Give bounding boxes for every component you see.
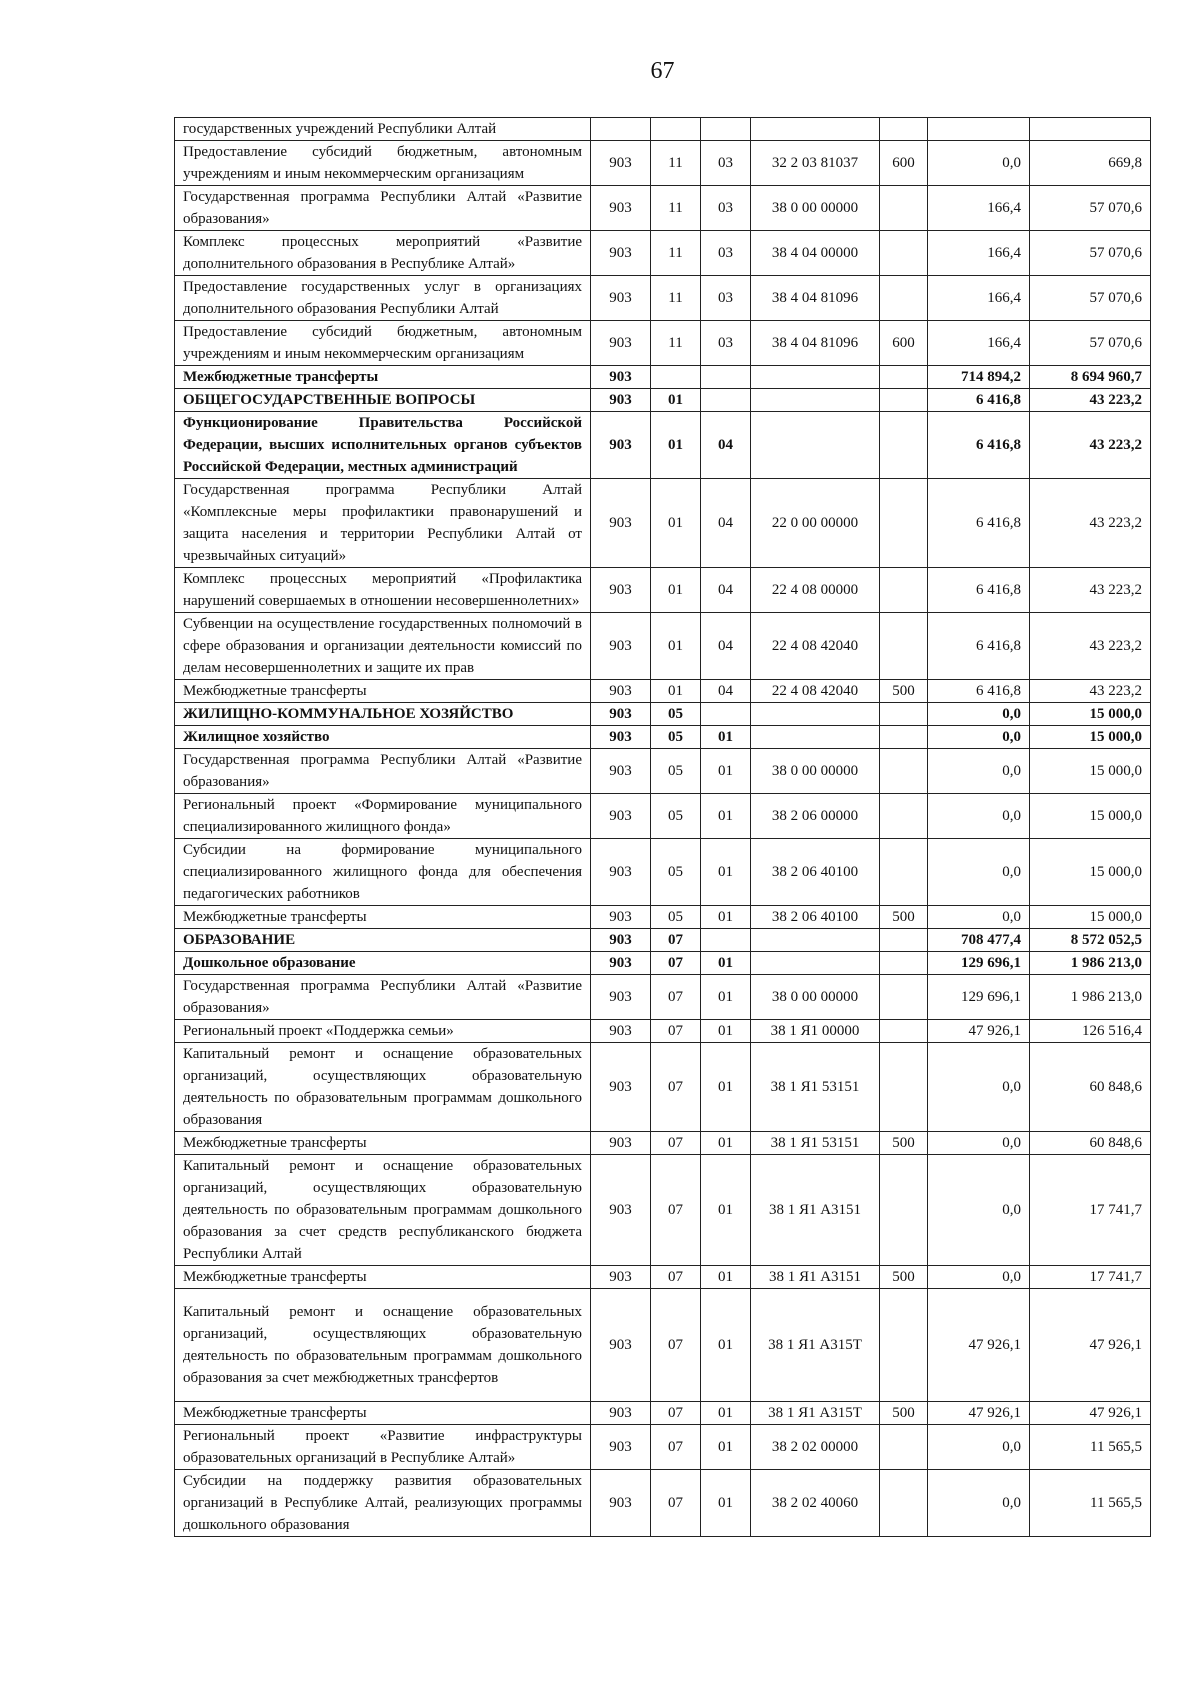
table-row [175, 1470, 1151, 1537]
section-code-cell: 07 [651, 1289, 701, 1402]
subsection-code-cell: 01 [701, 1425, 751, 1470]
amount-2-cell: 57 070,6 [1030, 276, 1151, 321]
amount-1-cell: 129 696,1 [928, 952, 1030, 975]
subsection-code-cell: 01 [701, 1402, 751, 1425]
subsection-code-cell: 01 [701, 839, 751, 906]
section-code-cell: 07 [651, 1043, 701, 1132]
section-code-cell: 11 [651, 186, 701, 231]
row-name-cell: Субвенции на осуществление государственных полномочий в сфере образования и организации деятельности комиссий по делам несовершеннолетних и защите их прав [175, 613, 591, 680]
section-code-cell: 11 [651, 231, 701, 276]
row-name-cell: ОБРАЗОВАНИЕ [175, 929, 591, 952]
amount-1-cell: 47 926,1 [928, 1402, 1030, 1425]
table-row [175, 186, 1151, 231]
expense-type-cell [880, 794, 928, 839]
row-name-cell: Предоставление государственных услуг в организациях дополнительного образования Республики Алтай [175, 276, 591, 321]
grbs-code-cell: 903 [591, 703, 651, 726]
section-code-cell: 07 [651, 1020, 701, 1043]
amount-2-cell: 126 516,4 [1030, 1020, 1151, 1043]
amount-2-cell: 43 223,2 [1030, 680, 1151, 703]
row-name-cell: Региональный проект «Поддержка семьи» [175, 1020, 591, 1043]
amount-2-cell: 17 741,7 [1030, 1155, 1151, 1266]
row-name-cell: Функционирование Правительства Российской Федерации, высших исполнительных органов субъектов Российской Федерации, местных администраций [175, 412, 591, 479]
expense-type-cell [880, 1043, 928, 1132]
amount-1-cell: 0,0 [928, 703, 1030, 726]
section-code-cell: 07 [651, 975, 701, 1020]
target-article-cell [751, 118, 880, 141]
amount-1-cell: 47 926,1 [928, 1020, 1030, 1043]
amount-2-cell: 57 070,6 [1030, 321, 1151, 366]
grbs-code-cell: 903 [591, 186, 651, 231]
row-name-cell: Государственная программа Республики Алтай «Развитие образования» [175, 749, 591, 794]
amount-2-cell: 43 223,2 [1030, 568, 1151, 613]
target-article-cell [751, 952, 880, 975]
table-row [175, 321, 1151, 366]
amount-1-cell: 0,0 [928, 141, 1030, 186]
section-code-cell: 11 [651, 276, 701, 321]
target-article-cell: 38 1 Я1 53151 [751, 1043, 880, 1132]
expense-type-cell [880, 613, 928, 680]
grbs-code-cell: 903 [591, 366, 651, 389]
row-name-cell: Межбюджетные трансферты [175, 1402, 591, 1425]
table-row [175, 1266, 1151, 1289]
expense-type-cell [880, 389, 928, 412]
expense-type-cell [880, 975, 928, 1020]
row-name-cell: Межбюджетные трансферты [175, 1132, 591, 1155]
section-code-cell: 01 [651, 568, 701, 613]
grbs-code-cell: 903 [591, 1402, 651, 1425]
subsection-code-cell [701, 703, 751, 726]
grbs-code-cell: 903 [591, 1425, 651, 1470]
amount-2-cell: 15 000,0 [1030, 749, 1151, 794]
table-row [175, 412, 1151, 479]
expense-type-cell [880, 929, 928, 952]
expense-type-cell: 600 [880, 141, 928, 186]
grbs-code-cell: 903 [591, 1470, 651, 1537]
target-article-cell: 38 1 Я1 53151 [751, 1132, 880, 1155]
target-article-cell [751, 703, 880, 726]
subsection-code-cell: 01 [701, 1155, 751, 1266]
section-code-cell: 05 [651, 703, 701, 726]
row-name-cell: Государственная программа Республики Алтай «Развитие образования» [175, 975, 591, 1020]
table-row [175, 118, 1151, 141]
grbs-code-cell: 903 [591, 839, 651, 906]
subsection-code-cell: 01 [701, 1020, 751, 1043]
amount-1-cell: 129 696,1 [928, 975, 1030, 1020]
target-article-cell: 38 0 00 00000 [751, 186, 880, 231]
section-code-cell: 05 [651, 749, 701, 794]
target-article-cell: 38 1 Я1 00000 [751, 1020, 880, 1043]
page-number: 67 [650, 58, 675, 84]
amount-1-cell: 47 926,1 [928, 1289, 1030, 1402]
grbs-code-cell: 903 [591, 680, 651, 703]
grbs-code-cell: 903 [591, 975, 651, 1020]
target-article-cell: 38 4 04 81096 [751, 276, 880, 321]
amount-2-cell: 47 926,1 [1030, 1402, 1151, 1425]
target-article-cell: 22 0 00 00000 [751, 479, 880, 568]
subsection-code-cell: 03 [701, 231, 751, 276]
table-row [175, 568, 1151, 613]
row-name-cell: Капитальный ремонт и оснащение образовательных организаций, осуществляющих образовательную деятельность по образовательным программам дошкольного образования за счет межбюджетных трансфертов [175, 1289, 591, 1402]
subsection-code-cell: 01 [701, 749, 751, 794]
row-name-cell: Субсидии на формирование муниципального специализированного жилищного фонда для обеспечения педагогических работников [175, 839, 591, 906]
amount-1-cell: 6 416,8 [928, 412, 1030, 479]
table-row [175, 389, 1151, 412]
row-name-cell: Государственная программа Республики Алтай «Развитие образования» [175, 186, 591, 231]
grbs-code-cell: 903 [591, 1266, 651, 1289]
table-row [175, 141, 1151, 186]
target-article-cell [751, 412, 880, 479]
section-code-cell: 01 [651, 613, 701, 680]
row-name-cell: Комплекс процессных мероприятий «Развитие дополнительного образования в Республике Алтай» [175, 231, 591, 276]
section-code-cell: 07 [651, 1402, 701, 1425]
table-row [175, 726, 1151, 749]
subsection-code-cell: 04 [701, 680, 751, 703]
target-article-cell: 38 1 Я1 А315Т [751, 1402, 880, 1425]
amount-2-cell [1030, 118, 1151, 141]
table-row [175, 1043, 1151, 1132]
table-row [175, 1402, 1151, 1425]
section-code-cell: 07 [651, 1470, 701, 1537]
section-code-cell: 01 [651, 680, 701, 703]
section-code-cell: 11 [651, 141, 701, 186]
subsection-code-cell: 01 [701, 1132, 751, 1155]
table-row [175, 479, 1151, 568]
subsection-code-cell [701, 389, 751, 412]
expense-type-cell: 600 [880, 321, 928, 366]
amount-2-cell: 57 070,6 [1030, 186, 1151, 231]
row-name-cell: Региональный проект «Развитие инфраструктуры образовательных организаций в Республике Алтай» [175, 1425, 591, 1470]
grbs-code-cell: 903 [591, 1132, 651, 1155]
table-row [175, 231, 1151, 276]
amount-2-cell: 60 848,6 [1030, 1043, 1151, 1132]
row-name-cell: Предоставление субсидий бюджетным, автономным учреждениям и иным некоммерческим организациям [175, 141, 591, 186]
grbs-code-cell: 903 [591, 613, 651, 680]
table-row [175, 749, 1151, 794]
grbs-code-cell: 903 [591, 726, 651, 749]
expense-type-cell: 500 [880, 680, 928, 703]
grbs-code-cell: 903 [591, 1020, 651, 1043]
row-name-cell: Предоставление субсидий бюджетным, автономным учреждениям и иным некоммерческим организациям [175, 321, 591, 366]
row-name-cell: ЖИЛИЩНО-КОММУНАЛЬНОЕ ХОЗЯЙСТВО [175, 703, 591, 726]
table-row [175, 276, 1151, 321]
row-name-cell: Государственная программа Республики Алтай «Комплексные меры профилактики правонарушений и защита населения и территории Республики Алтай от чрезвычайных ситуаций» [175, 479, 591, 568]
subsection-code-cell: 04 [701, 568, 751, 613]
table-row [175, 1020, 1151, 1043]
expense-type-cell [880, 568, 928, 613]
row-name-cell: Дошкольное образование [175, 952, 591, 975]
grbs-code-cell: 903 [591, 321, 651, 366]
amount-2-cell: 43 223,2 [1030, 412, 1151, 479]
grbs-code-cell: 903 [591, 568, 651, 613]
target-article-cell [751, 726, 880, 749]
section-code-cell [651, 366, 701, 389]
amount-2-cell: 15 000,0 [1030, 726, 1151, 749]
table-row [175, 839, 1151, 906]
expense-type-cell: 500 [880, 906, 928, 929]
target-article-cell: 38 1 Я1 А315Т [751, 1289, 880, 1402]
expense-type-cell [880, 1425, 928, 1470]
subsection-code-cell: 03 [701, 141, 751, 186]
section-code-cell: 07 [651, 1266, 701, 1289]
section-code-cell: 05 [651, 726, 701, 749]
subsection-code-cell: 01 [701, 1470, 751, 1537]
table-body [175, 118, 1151, 1537]
subsection-code-cell: 03 [701, 276, 751, 321]
subsection-code-cell: 01 [701, 952, 751, 975]
table-row [175, 366, 1151, 389]
grbs-code-cell: 903 [591, 952, 651, 975]
target-article-cell: 38 4 04 00000 [751, 231, 880, 276]
amount-2-cell: 57 070,6 [1030, 231, 1151, 276]
target-article-cell: 22 4 08 42040 [751, 680, 880, 703]
table-row [175, 1132, 1151, 1155]
grbs-code-cell: 903 [591, 929, 651, 952]
amount-2-cell: 43 223,2 [1030, 389, 1151, 412]
grbs-code-cell: 903 [591, 906, 651, 929]
amount-1-cell: 0,0 [928, 749, 1030, 794]
amount-2-cell: 15 000,0 [1030, 906, 1151, 929]
subsection-code-cell: 01 [701, 1289, 751, 1402]
expense-type-cell [880, 1155, 928, 1266]
expense-type-cell [880, 749, 928, 794]
subsection-code-cell [701, 118, 751, 141]
amount-2-cell: 47 926,1 [1030, 1289, 1151, 1402]
table-row [175, 929, 1151, 952]
row-name-cell: Капитальный ремонт и оснащение образовательных организаций, осуществляющих образовательную деятельность по образовательным программам дошкольного образования за счет средств республиканского бюджета Республики Алтай [175, 1155, 591, 1266]
amount-2-cell: 1 986 213,0 [1030, 952, 1151, 975]
grbs-code-cell [591, 118, 651, 141]
expense-type-cell [880, 703, 928, 726]
table-row [175, 906, 1151, 929]
target-article-cell: 38 2 06 40100 [751, 906, 880, 929]
grbs-code-cell: 903 [591, 231, 651, 276]
subsection-code-cell: 01 [701, 1043, 751, 1132]
expense-type-cell [880, 1020, 928, 1043]
amount-1-cell: 0,0 [928, 1132, 1030, 1155]
target-article-cell: 32 2 03 81037 [751, 141, 880, 186]
amount-2-cell: 8 694 960,7 [1030, 366, 1151, 389]
section-code-cell: 05 [651, 794, 701, 839]
expense-type-cell [880, 412, 928, 479]
expense-type-cell [880, 118, 928, 141]
amount-1-cell: 6 416,8 [928, 568, 1030, 613]
section-code-cell: 07 [651, 1155, 701, 1266]
row-name-cell: государственных учреждений Республики Алтай [175, 118, 591, 141]
amount-1-cell: 0,0 [928, 1470, 1030, 1537]
target-article-cell [751, 389, 880, 412]
section-code-cell: 07 [651, 929, 701, 952]
grbs-code-cell: 903 [591, 1043, 651, 1132]
grbs-code-cell: 903 [591, 276, 651, 321]
amount-2-cell: 8 572 052,5 [1030, 929, 1151, 952]
expense-type-cell [880, 186, 928, 231]
subsection-code-cell: 03 [701, 321, 751, 366]
amount-1-cell: 166,4 [928, 186, 1030, 231]
amount-1-cell: 0,0 [928, 906, 1030, 929]
budget-table [174, 117, 1151, 1537]
subsection-code-cell [701, 366, 751, 389]
subsection-code-cell: 01 [701, 906, 751, 929]
subsection-code-cell: 01 [701, 794, 751, 839]
row-name-cell: ОБЩЕГОСУДАРСТВЕННЫЕ ВОПРОСЫ [175, 389, 591, 412]
expense-type-cell [880, 1289, 928, 1402]
row-name-cell: Капитальный ремонт и оснащение образовательных организаций, осуществляющих образовательную деятельность по образовательным программам дошкольного образования [175, 1043, 591, 1132]
amount-1-cell: 166,4 [928, 321, 1030, 366]
amount-1-cell: 0,0 [928, 1043, 1030, 1132]
amount-2-cell: 11 565,5 [1030, 1425, 1151, 1470]
table-row [175, 1155, 1151, 1266]
expense-type-cell: 500 [880, 1402, 928, 1425]
table-row [175, 703, 1151, 726]
amount-1-cell: 6 416,8 [928, 479, 1030, 568]
expense-type-cell [880, 479, 928, 568]
amount-1-cell: 166,4 [928, 276, 1030, 321]
subsection-code-cell: 04 [701, 613, 751, 680]
grbs-code-cell: 903 [591, 1289, 651, 1402]
grbs-code-cell: 903 [591, 389, 651, 412]
subsection-code-cell: 04 [701, 412, 751, 479]
table-row [175, 1289, 1151, 1402]
section-code-cell: 05 [651, 906, 701, 929]
table-row [175, 952, 1151, 975]
expense-type-cell [880, 1470, 928, 1537]
target-article-cell: 38 1 Я1 А3151 [751, 1155, 880, 1266]
section-code-cell: 11 [651, 321, 701, 366]
table-row [175, 794, 1151, 839]
section-code-cell: 05 [651, 839, 701, 906]
section-code-cell: 01 [651, 412, 701, 479]
target-article-cell: 38 1 Я1 А3151 [751, 1266, 880, 1289]
amount-2-cell: 15 000,0 [1030, 794, 1151, 839]
amount-1-cell: 6 416,8 [928, 389, 1030, 412]
target-article-cell: 22 4 08 42040 [751, 613, 880, 680]
amount-2-cell: 1 986 213,0 [1030, 975, 1151, 1020]
amount-2-cell: 43 223,2 [1030, 479, 1151, 568]
target-article-cell: 22 4 08 00000 [751, 568, 880, 613]
amount-1-cell: 0,0 [928, 726, 1030, 749]
expense-type-cell [880, 366, 928, 389]
section-code-cell: 01 [651, 479, 701, 568]
grbs-code-cell: 903 [591, 1155, 651, 1266]
row-name-cell: Субсидии на поддержку развития образовательных организаций в Республике Алтай, реализующих программы дошкольного образования [175, 1470, 591, 1537]
row-name-cell: Жилищное хозяйство [175, 726, 591, 749]
expense-type-cell [880, 952, 928, 975]
grbs-code-cell: 903 [591, 749, 651, 794]
expense-type-cell: 500 [880, 1266, 928, 1289]
row-name-cell: Межбюджетные трансферты [175, 1266, 591, 1289]
amount-2-cell: 43 223,2 [1030, 613, 1151, 680]
table-row [175, 680, 1151, 703]
grbs-code-cell: 903 [591, 479, 651, 568]
target-article-cell: 38 2 06 00000 [751, 794, 880, 839]
expense-type-cell [880, 231, 928, 276]
amount-1-cell: 166,4 [928, 231, 1030, 276]
target-article-cell: 38 2 02 40060 [751, 1470, 880, 1537]
expense-type-cell: 500 [880, 1132, 928, 1155]
subsection-code-cell: 01 [701, 1266, 751, 1289]
section-code-cell: 01 [651, 389, 701, 412]
amount-2-cell: 669,8 [1030, 141, 1151, 186]
section-code-cell: 07 [651, 1132, 701, 1155]
subsection-code-cell: 03 [701, 186, 751, 231]
grbs-code-cell: 903 [591, 794, 651, 839]
amount-2-cell: 60 848,6 [1030, 1132, 1151, 1155]
subsection-code-cell [701, 929, 751, 952]
target-article-cell: 38 0 00 00000 [751, 975, 880, 1020]
target-article-cell: 38 4 04 81096 [751, 321, 880, 366]
grbs-code-cell: 903 [591, 412, 651, 479]
section-code-cell: 07 [651, 1425, 701, 1470]
amount-1-cell: 6 416,8 [928, 613, 1030, 680]
amount-1-cell: 0,0 [928, 794, 1030, 839]
table-row [175, 975, 1151, 1020]
amount-1-cell: 0,0 [928, 839, 1030, 906]
row-name-cell: Межбюджетные трансферты [175, 366, 591, 389]
expense-type-cell [880, 276, 928, 321]
table-row [175, 1425, 1151, 1470]
section-code-cell: 07 [651, 952, 701, 975]
amount-1-cell: 708 477,4 [928, 929, 1030, 952]
amount-2-cell: 15 000,0 [1030, 839, 1151, 906]
row-name-cell: Региональный проект «Формирование муниципального специализированного жилищного фонда» [175, 794, 591, 839]
amount-2-cell: 17 741,7 [1030, 1266, 1151, 1289]
subsection-code-cell: 04 [701, 479, 751, 568]
section-code-cell [651, 118, 701, 141]
row-name-cell: Межбюджетные трансферты [175, 680, 591, 703]
amount-2-cell: 15 000,0 [1030, 703, 1151, 726]
grbs-code-cell: 903 [591, 141, 651, 186]
target-article-cell [751, 366, 880, 389]
amount-1-cell: 0,0 [928, 1266, 1030, 1289]
row-name-cell: Комплекс процессных мероприятий «Профилактика нарушений совершаемых в отношении несовершеннолетних» [175, 568, 591, 613]
expense-type-cell [880, 726, 928, 749]
amount-2-cell: 11 565,5 [1030, 1470, 1151, 1537]
expense-type-cell [880, 839, 928, 906]
row-name-cell: Межбюджетные трансферты [175, 906, 591, 929]
target-article-cell: 38 0 00 00000 [751, 749, 880, 794]
amount-1-cell: 6 416,8 [928, 680, 1030, 703]
subsection-code-cell: 01 [701, 726, 751, 749]
subsection-code-cell: 01 [701, 975, 751, 1020]
target-article-cell: 38 2 02 00000 [751, 1425, 880, 1470]
amount-1-cell [928, 118, 1030, 141]
amount-1-cell: 0,0 [928, 1425, 1030, 1470]
amount-1-cell: 714 894,2 [928, 366, 1030, 389]
target-article-cell: 38 2 06 40100 [751, 839, 880, 906]
table-row [175, 613, 1151, 680]
amount-1-cell: 0,0 [928, 1155, 1030, 1266]
target-article-cell [751, 929, 880, 952]
